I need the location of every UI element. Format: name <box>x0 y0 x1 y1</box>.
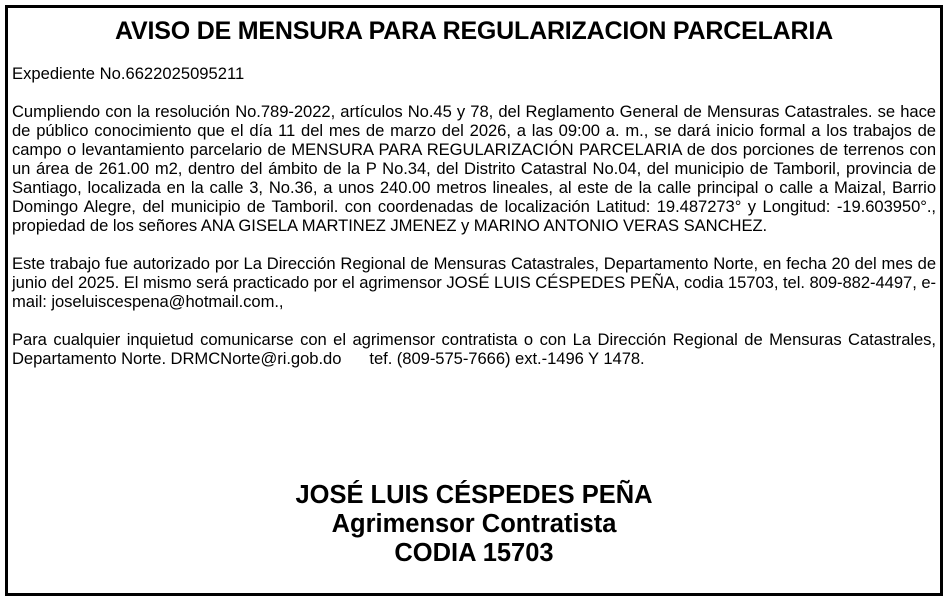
paragraph-authorization: Este trabajo fue autorizado por La Dirección Regional de Mensuras Catastrales, Departamento Norte, en fecha 20 del mes de junio del 2025. El mismo será practicado por el agrimensor JOSÉ LUIS CÉSPEDES PEÑA, codia 15703, tel. 809-882-4497, e-mail: joseluiscespena@hotmail.com., <box>12 254 936 311</box>
signature-block <box>0 480 948 568</box>
contact-phone: tef. (809-575-7666) ext.-1496 Y 1478. <box>369 349 645 368</box>
notice-body <box>12 64 936 368</box>
expediente-number: Expediente No.6622025095211 <box>12 64 245 83</box>
paragraph-contact <box>12 330 936 368</box>
notice-title: AVISO DE MENSURA PARA REGULARIZACION PARCELARIA <box>115 17 833 45</box>
signature-role: Agrimensor Contratista <box>331 510 617 538</box>
signature-codia: CODIA 15703 <box>394 539 554 567</box>
signature-name: JOSÉ LUIS CÉSPEDES PEÑA <box>295 481 653 509</box>
paragraph-survey-details: Cumpliendo con la resolución No.789-2022, artículos No.45 y 78, del Reglamento General de Mensuras Catastrales. se hace de público conocimiento que el día 11 del mes de marzo del 2026, a las 09:00 a. m., se dará inicio formal a los trabajos de campo o levantamiento parcelario de MENSURA PARA REGULARIZACIÓN PARCELARIA de dos porciones de terrenos con un área de 261.00 m2, dentro del ámbito de la P No.34, del Distrito Catastral No.04, del municipio de Tamboril, provincia de Santiago, localizada en la calle 3, No.36, a unos 240.00 metros lineales, al este de la calle principal o calle a Maizal, Barrio Domingo Alegre, del municipio de Tamboril. con coordenadas de localización Latitud: 19.487273° y Longitud: -19.603950°., propiedad de los señores ANA GISELA MARTINEZ JMENEZ y MARINO ANTONIO VERAS SANCHEZ. <box>12 102 936 235</box>
contact-text: Para cualquier inquietud comunicarse con el agrimensor contratista o con La Dirección Regional de Mensuras Catastrales, Departamento Norte. DRMCNorte@ri.gob.do <box>12 330 936 368</box>
